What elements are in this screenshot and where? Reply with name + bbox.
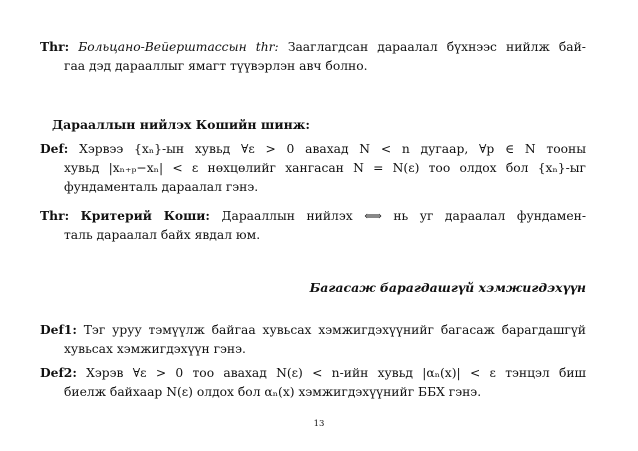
def1-line-1 xyxy=(40,320,586,340)
theorem-bolzano-weierstrass xyxy=(40,37,586,76)
def2-label: Def2: xyxy=(40,365,77,380)
subheading: Багасаж барагдашгүй хэмжигдэхүүн xyxy=(309,280,586,295)
criterion-text-1: Дарааллын нийлэх ⟺ нь уг дараалал фундамен- xyxy=(221,209,586,223)
definition-2 xyxy=(40,363,586,402)
definition-cauchy xyxy=(40,139,586,197)
definition-label: Def: xyxy=(40,141,69,156)
theorem-label: Thr: xyxy=(40,39,70,54)
criterion-label: Thr: xyxy=(40,208,70,223)
theorem-text-2: гаа дэд дарааллыг ямагт түүвэрлэн авч болно. xyxy=(64,59,368,73)
def2-text-2: биелж байхаар N(ε) олдох бол αₙ(x) хэмжигдэхүүнийг ББХ гэнэ. xyxy=(64,385,482,399)
def2-line-1 xyxy=(40,363,586,383)
theorem-cauchy-criterion xyxy=(40,206,586,245)
theorem-line-1 xyxy=(40,37,586,57)
page-number: 13 xyxy=(313,419,325,429)
def1-text-2: хувьсах хэмжигдэхүүн гэнэ. xyxy=(64,342,246,356)
criterion-text-2: таль дараалал байх явдал юм. xyxy=(64,228,261,242)
def1-text-1: Тэг уруу тэмүүлж байгаа хувьсах хэмжигдэхүүнийг багасаж барагдашгүй xyxy=(83,323,586,337)
definition-text-2: хувьд |xₙ₊ₚ−xₙ| < ε нөхцөлийг хангасан N = N(ε) тоо олдох бол {xₙ}-ыг xyxy=(64,161,586,175)
criterion-name: Критерий Коши: xyxy=(80,208,210,223)
definition-1 xyxy=(40,320,586,359)
section-title: Дарааллын нийлэх Кошийн шинж: xyxy=(52,117,311,132)
def2-text-1: Хэрэв ∀ε > 0 тоо авахад N(ε) < n-ийн хувьд |αₙ(x)| < ε тэнцэл биш xyxy=(86,366,586,380)
theorem-text-1: Зааглагдсан дараалал бүхнээс нийлж бай- xyxy=(287,40,586,54)
def1-label: Def1: xyxy=(40,322,77,337)
criterion-line-1 xyxy=(40,206,586,226)
theorem-name: Больцано-Вейерштассын thr: xyxy=(78,40,279,54)
definition-text-1: Хэрвээ {xₙ}-ын хувьд ∀ε > 0 авахад N < n дугаар, ∀p ∈ N тооны xyxy=(79,142,586,156)
definition-text-3: фундаменталь дараалал гэнэ. xyxy=(64,180,259,194)
definition-line-1 xyxy=(40,139,586,159)
